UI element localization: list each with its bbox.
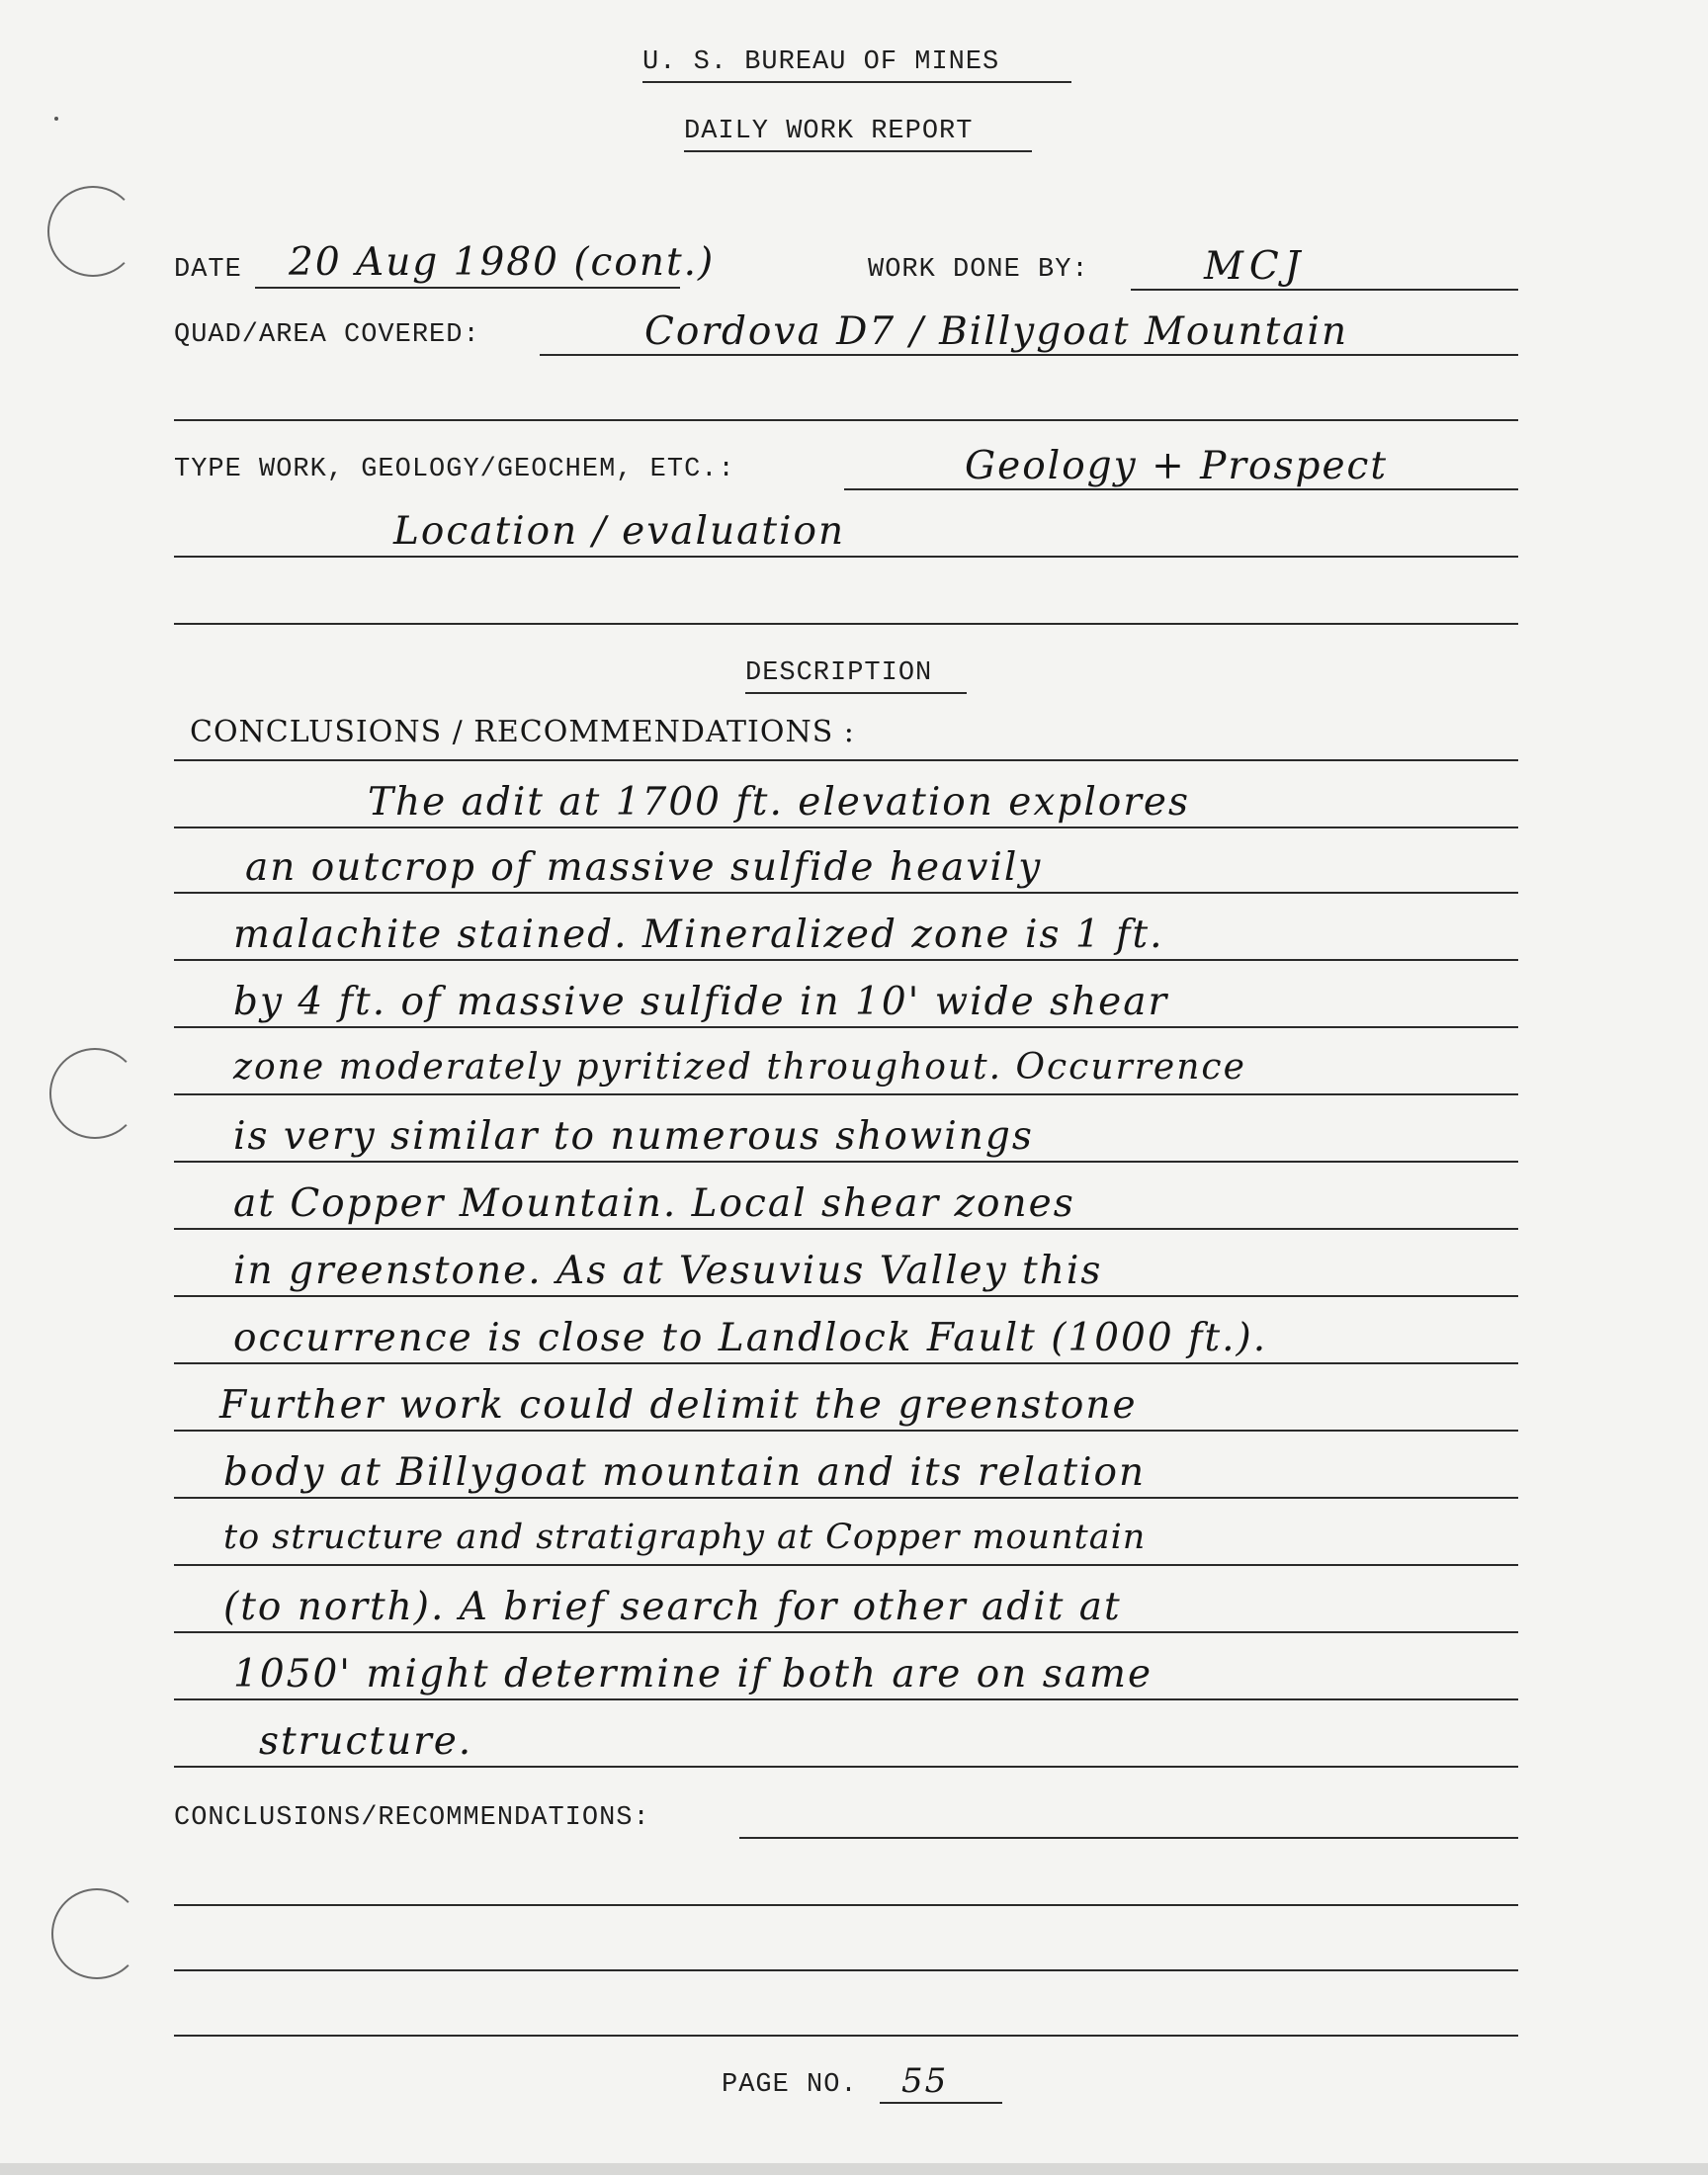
work-done-by-label: WORK DONE BY: bbox=[868, 255, 1089, 285]
type-work-label: TYPE WORK, GEOLOGY/GEOCHEM, ETC.: bbox=[174, 455, 735, 484]
date-value: 20 Aug 1980 (cont.) bbox=[289, 240, 716, 285]
type-work-line bbox=[844, 488, 1518, 490]
agency-title-underline bbox=[642, 81, 1071, 83]
description-heading-underline bbox=[745, 692, 967, 694]
description-line: by 4 ft. of massive sulfide in 10' wide shear bbox=[233, 980, 1169, 1024]
description-line: structure. bbox=[259, 1719, 473, 1764]
quad-area-line-2 bbox=[174, 419, 1518, 421]
description-rule bbox=[174, 1228, 1518, 1230]
report-title-underline bbox=[684, 150, 1032, 152]
agency-title: U. S. BUREAU OF MINES bbox=[642, 47, 1000, 77]
description-line: occurrence is close to Landlock Fault (1000 ft.). bbox=[233, 1316, 1268, 1360]
description-line: an outcrop of massive sulfide heavily bbox=[245, 845, 1043, 890]
date-line bbox=[255, 287, 680, 289]
quad-area-value: Cordova D7 / Billygoat Mountain bbox=[644, 309, 1349, 354]
punch-hole-top bbox=[47, 186, 138, 277]
description-rule bbox=[174, 1766, 1518, 1768]
page-number-value: 55 bbox=[901, 2061, 949, 2101]
conclusions-label: CONCLUSIONS/RECOMMENDATIONS: bbox=[174, 1803, 650, 1833]
description-heading: DESCRIPTION bbox=[745, 658, 933, 688]
description-rule bbox=[174, 1564, 1518, 1566]
description-line: to structure and stratigraphy at Copper mountain bbox=[223, 1518, 1147, 1557]
conclusions-line-3 bbox=[174, 1969, 1518, 1971]
type-work-value-line2: Location / evaluation bbox=[393, 509, 846, 554]
description-rule bbox=[174, 892, 1518, 894]
description-rule bbox=[174, 1698, 1518, 1700]
description-rule bbox=[174, 1362, 1518, 1364]
description-line: (to north). A brief search for other adit at bbox=[223, 1585, 1122, 1629]
description-line: 1050' might determine if both are on same bbox=[233, 1652, 1153, 1696]
description-rule bbox=[174, 1430, 1518, 1432]
description-line: at Copper Mountain. Local shear zones bbox=[233, 1181, 1075, 1226]
description-line: in greenstone. As at Vesuvius Valley this bbox=[233, 1249, 1103, 1293]
conclusions-line-2 bbox=[174, 1904, 1518, 1906]
description-line: zone moderately pyritized throughout. Occurrence bbox=[233, 1047, 1246, 1088]
description-rule bbox=[174, 1161, 1518, 1163]
paper-speck bbox=[54, 117, 58, 121]
work-done-by-line bbox=[1131, 289, 1518, 291]
conclusions-line-4 bbox=[174, 2035, 1518, 2037]
description-subheading: CONCLUSIONS / RECOMMENDATIONS : bbox=[190, 715, 855, 749]
punch-hole-bottom bbox=[51, 1888, 142, 1979]
report-title: DAILY WORK REPORT bbox=[684, 117, 974, 146]
work-done-by-value: MCJ bbox=[1204, 244, 1307, 289]
page-bottom-edge bbox=[0, 2163, 1708, 2175]
description-line: Further work could delimit the greenstone bbox=[219, 1383, 1138, 1428]
description-rule bbox=[174, 1026, 1518, 1028]
description-rule-0 bbox=[174, 759, 1518, 761]
description-rule bbox=[174, 1093, 1518, 1095]
description-rule bbox=[174, 1497, 1518, 1499]
description-rule bbox=[174, 959, 1518, 961]
page-number-line bbox=[880, 2102, 1002, 2104]
type-work-line-3 bbox=[174, 623, 1518, 625]
description-line: body at Billygoat mountain and its relation bbox=[223, 1450, 1147, 1495]
quad-area-line bbox=[540, 354, 1518, 356]
conclusions-line bbox=[739, 1837, 1518, 1839]
description-rule bbox=[174, 1631, 1518, 1633]
type-work-value-line1: Geology + Prospect bbox=[965, 444, 1389, 488]
description-rule bbox=[174, 826, 1518, 828]
date-label: DATE bbox=[174, 255, 242, 285]
description-line: The adit at 1700 ft. elevation explores bbox=[368, 780, 1191, 825]
description-line: malachite stained. Mineralized zone is 1 ft. bbox=[233, 913, 1164, 957]
description-rule bbox=[174, 1295, 1518, 1297]
quad-area-label: QUAD/AREA COVERED: bbox=[174, 320, 480, 350]
page-number-label: PAGE NO. bbox=[722, 2070, 858, 2100]
type-work-line-2 bbox=[174, 556, 1518, 558]
punch-hole-middle bbox=[49, 1048, 140, 1139]
description-line: is very similar to numerous showings bbox=[233, 1114, 1034, 1159]
